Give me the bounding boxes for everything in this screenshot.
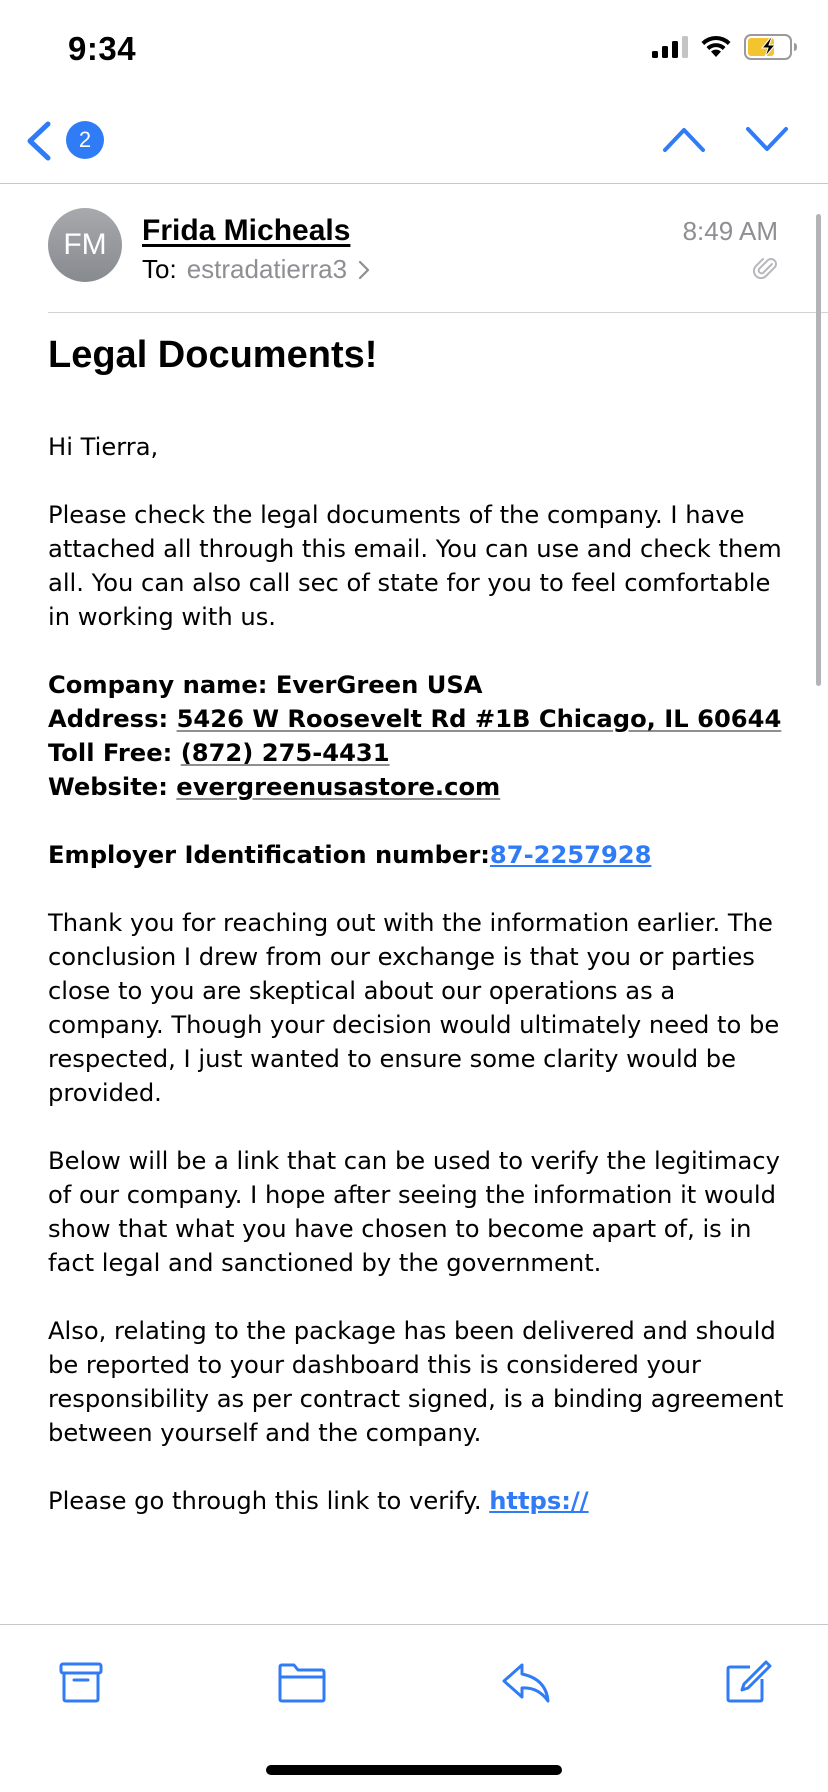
verify-row — [48, 1484, 788, 1518]
status-icons — [652, 34, 798, 60]
greeting: Hi Tierra, — [48, 433, 159, 461]
back-chevron-icon[interactable] — [20, 118, 60, 164]
body-paragraph-1: Please check the legal documents of the company. I have attached all through this email. You can use and check them all. You can also call sec of state for you to feel comfortable in working with us. — [48, 501, 782, 631]
navigation-bar — [0, 98, 828, 184]
verify-link[interactable]: https:// — [489, 1487, 589, 1515]
company-name-value: EverGreen USA — [275, 671, 483, 699]
reply-icon[interactable] — [500, 1659, 552, 1705]
website-link[interactable]: evergreenusastore.com — [176, 773, 501, 801]
attachment-icon — [752, 254, 778, 282]
message-header — [0, 184, 828, 314]
phone-link[interactable]: (872) 275-4431 — [180, 739, 390, 767]
status-bar — [0, 0, 828, 98]
home-indicator[interactable] — [266, 1765, 562, 1775]
recipient-row[interactable] — [142, 254, 371, 285]
verify-text: Please go through this link to verify. — [48, 1487, 490, 1515]
chevron-right-icon[interactable] — [357, 259, 371, 281]
move-folder-icon[interactable] — [276, 1659, 328, 1705]
body-paragraph-4: Also, relating to the package has been delivered and should be reported to your dashboard this is considered your responsibility as per contract signed, is a binding agreement between yourself and the company. — [48, 1317, 784, 1447]
cellular-signal-icon — [652, 36, 688, 58]
avatar[interactable]: FM — [48, 208, 122, 282]
company-details — [48, 668, 788, 804]
next-message-icon[interactable] — [745, 124, 789, 154]
compose-icon[interactable] — [722, 1659, 774, 1705]
archive-icon[interactable] — [55, 1659, 107, 1705]
ein-link[interactable]: 87-2257928 — [489, 841, 652, 869]
message-time: 8:49 AM — [682, 216, 778, 246]
battery-charging-icon — [744, 34, 798, 60]
recipient-address[interactable]: estradatierra3 — [186, 254, 348, 284]
status-time: 9:34 — [68, 30, 137, 67]
unread-count-badge[interactable]: 2 — [66, 121, 104, 159]
ein-row — [48, 838, 788, 872]
address-label: Address: — [48, 705, 177, 733]
company-name-label: Company name: — [48, 671, 276, 699]
header-divider — [48, 312, 828, 313]
message-body — [48, 430, 788, 1552]
sender-name[interactable]: Frida Micheals — [142, 214, 351, 247]
body-paragraph-3: Below will be a link that can be used to verify the legitimacy of our company. I hope after seeing the information it would show that what you have chosen to become apart of, is in fact legal and sanctioned by the government. — [48, 1147, 780, 1277]
to-label: To: — [142, 254, 177, 284]
message-subject: Legal Documents! — [48, 334, 378, 376]
ein-label: Employer Identification number: — [48, 841, 490, 869]
previous-message-icon[interactable] — [662, 124, 706, 154]
website-label: Website: — [48, 773, 177, 801]
toll-free-label: Toll Free: — [48, 739, 181, 767]
body-paragraph-2: Thank you for reaching out with the information earlier. The conclusion I drew from our exchange is that you or parties close to you are skeptical about our operations as a company. Though your decision would ultimately need to be respected, I just wanted to ensure some clarity would be provided. — [48, 909, 780, 1107]
scroll-indicator[interactable] — [816, 214, 821, 686]
wifi-icon — [700, 35, 732, 59]
address-link[interactable]: 5426 W Roosevelt Rd #1B Chicago, IL 60644 — [176, 705, 782, 733]
